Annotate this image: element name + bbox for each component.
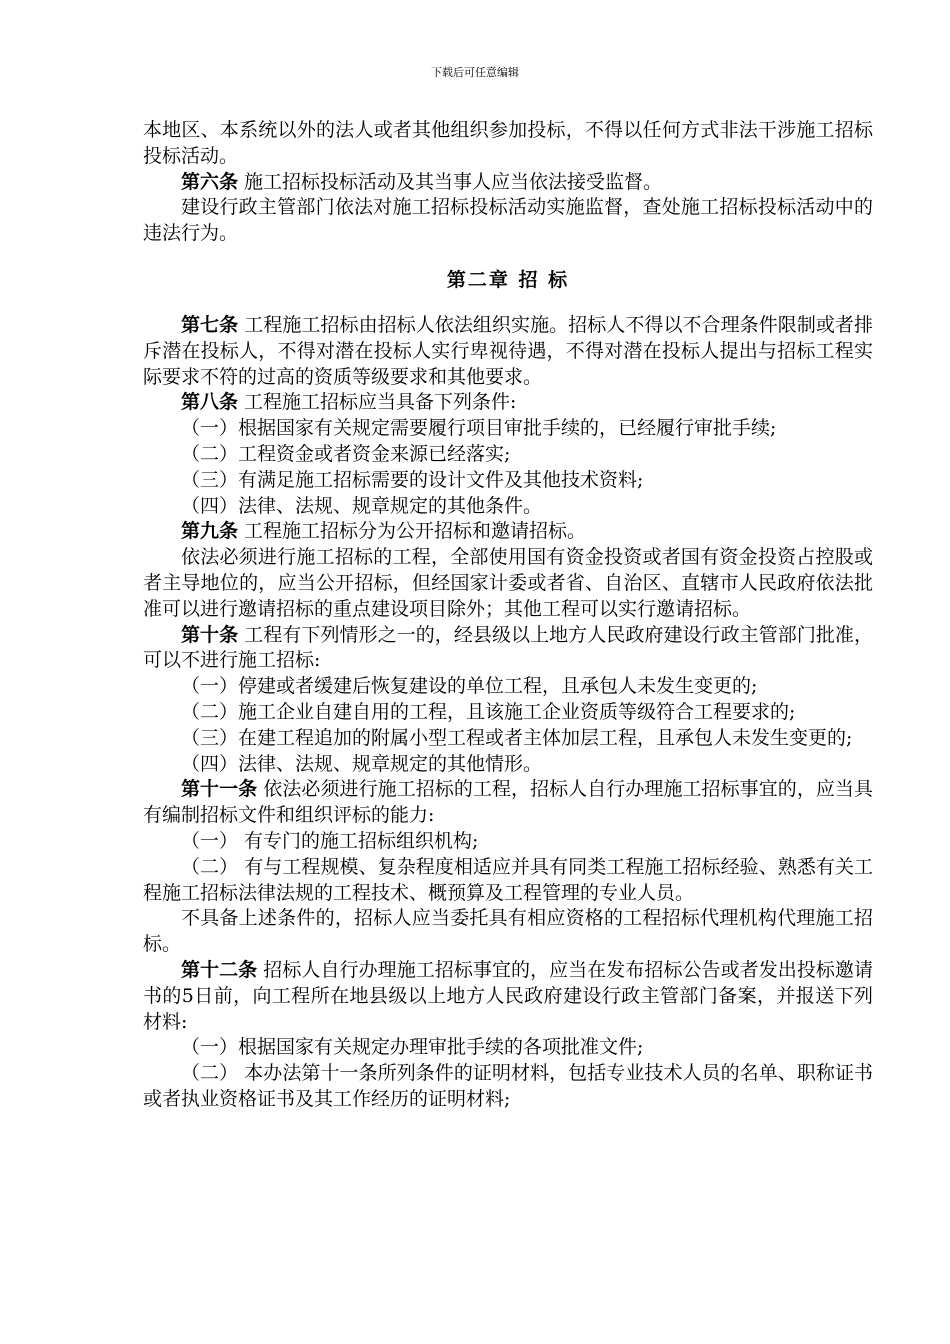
list-item: （一）停建或者缓建后恢复建设的单位工程，且承包人未发生变更的; bbox=[181, 675, 758, 698]
paragraph-supervision: 建设行政主管部门依法对施工招标投标活动实施监督，查处施工招标投标活动中的违法行为。 bbox=[143, 196, 873, 245]
article-label: 第十条 bbox=[181, 623, 239, 646]
article-label: 第九条 bbox=[181, 520, 239, 543]
article-label: 第十一条 bbox=[181, 778, 258, 801]
chapter-title: 第二章 招 标 bbox=[446, 268, 570, 291]
list-item: （四）法律、法规、规章规定的其他情形。 bbox=[181, 752, 543, 775]
list-item: （三）有满足施工招标需要的设计文件及其他技术资料; bbox=[181, 468, 644, 491]
list-item: （一）根据国家有关规定办理审批手续的各项批准文件; bbox=[181, 1036, 644, 1059]
list-item: （二） 本办法第十一条所列条件的证明材料，包括专业技术人员的名单、职称证书或者执业资格证书及其工作经历的证明材料; bbox=[143, 1062, 873, 1110]
article-7: 第七条 工程施工招标由招标人依法组织实施。招标人不得以不合理条件限制或者排斥潜在投标人，不得对潜在投标人实行卑视待遇，不得对潜在投标人提出与招标工程实际要求不符的过高的资质等级要求和其他要求。 bbox=[143, 313, 873, 388]
article-8: 第八条 工程施工招标应当具备下列条件: bbox=[181, 391, 517, 414]
article-6: 第六条 施工招标投标活动及其当事人应当依法接受监督。 bbox=[181, 170, 663, 193]
list-item: （三）在建工程追加的附属小型工程或者主体加层工程，且承包人未发生变更的; bbox=[181, 726, 853, 749]
article-label: 第七条 bbox=[181, 313, 239, 336]
document-body bbox=[143, 118, 873, 1113]
paragraph-agency: 不具备上述条件的，招标人应当委托具有相应资格的工程招标代理机构代理施工招标。 bbox=[143, 907, 873, 956]
list-item: （一）根据国家有关规定需要履行项目审批手续的，已经履行审批手续; bbox=[181, 417, 777, 440]
list-item: （二） 有与工程规模、复杂程度相适应并具有同类工程施工招标经验、熟悉有关工程施工招标法律法规的工程技术、概预算及工程管理的专业人员。 bbox=[143, 855, 873, 904]
page-header: 下载后可任意编辑 bbox=[431, 66, 519, 79]
paragraph-public-bidding: 依法必须进行施工招标的工程，全部使用国有资金投资或者国有资金投资占控股或者主导地位的，应当公开招标，但经国家计委或者省、自治区、直辖市人民政府依法批准可以进行邀请招标的重点建设项目除外；其他工程可以实行邀请招标。 bbox=[143, 546, 873, 620]
article-label: 第六条 bbox=[181, 170, 239, 193]
list-item: （一） 有专门的施工招标组织机构; bbox=[181, 829, 479, 852]
article-12: 第十二条 招标人自行办理施工招标事宜的，应当在发布招标公告或者发出投标邀请书的5日前，向工程所在地县级以上地方人民政府建设行政主管部门备案，并报送下列材料: bbox=[143, 958, 873, 1033]
list-item: （二）工程资金或者资金来源已经落实; bbox=[181, 442, 511, 465]
article-label: 第八条 bbox=[181, 391, 239, 414]
list-item: （二）施工企业自建自用的工程，且该施工企业资质等级符合工程要求的; bbox=[181, 700, 796, 723]
article-11: 第十一条 依法必须进行施工招标的工程，招标人自行办理施工招标事宜的，应当具有编制招标文件和组织评标的能力: bbox=[143, 778, 873, 827]
paragraph-continued: 本地区、本系统以外的法人或者其他组织参加投标，不得以任何方式非法干涉施工招标投标活动。 bbox=[143, 119, 873, 167]
article-label: 第十二条 bbox=[181, 958, 258, 981]
article-10: 第十条 工程有下列情形之一的，经县级以上地方人民政府建设行政主管部门批准，可以不进行施工招标: bbox=[143, 623, 873, 672]
list-item: （四）法律、法规、规章规定的其他条件。 bbox=[181, 494, 543, 517]
article-9: 第九条 工程施工招标分为公开招标和邀请招标。 bbox=[181, 520, 587, 543]
